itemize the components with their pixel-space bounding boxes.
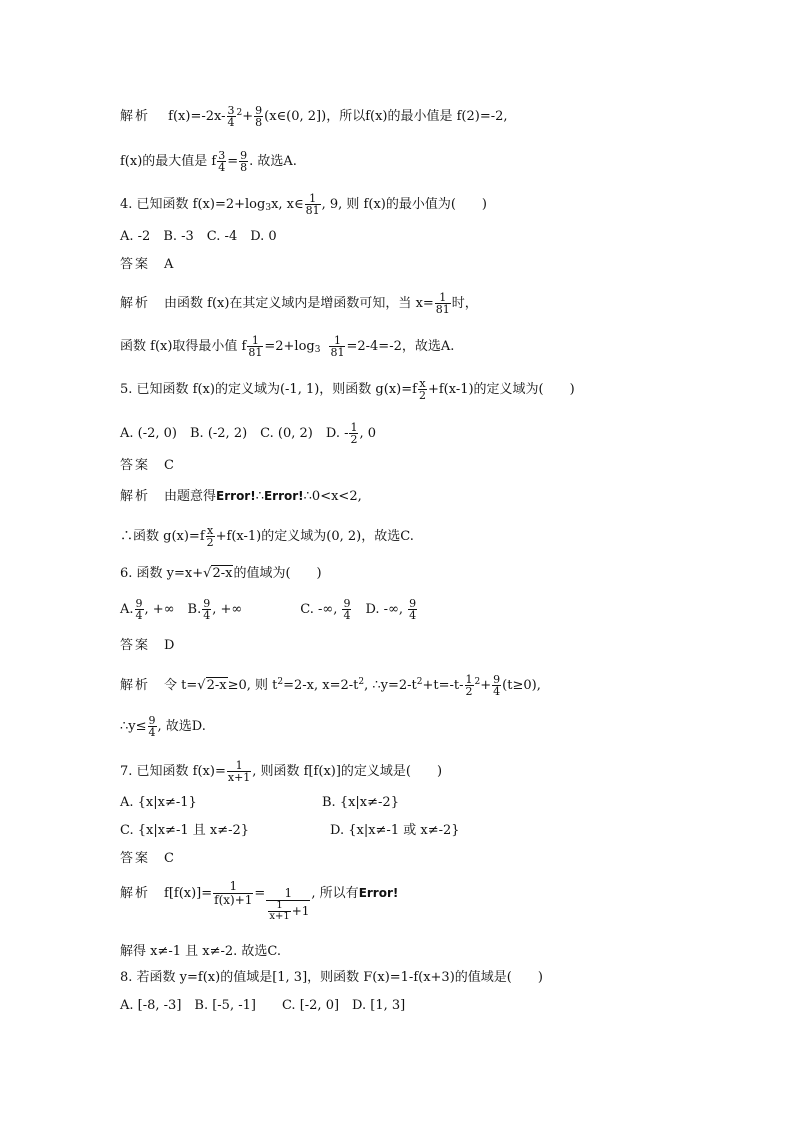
question-7-option-b: B. {x|x≠-2} (322, 795, 399, 810)
question-4: 4. 已知函数 $f(x)=2+\log_3x$, x∈ $\frac{1}{81}$ , 9, 则 f(x)的最小值为( ) (120, 192, 487, 217)
fraction: $\frac{1}{2}$ (465, 673, 473, 698)
solution-3-line-1: 解析 f(x)=-2x- $\frac{3}{4}$ $^2$+ $\frac{9}{8}$ (x∈(0, 2])，所以f(x)的最小值是 f(2)=-2, (120, 104, 508, 129)
radical: 2-x (206, 678, 227, 693)
fraction: $\frac{9}{4}$ (409, 597, 417, 622)
question-8: 8. 若函数 y=f(x)的值域是[1, 3]，则函数 F(x)=1-f(x+3)的值域是( ) (120, 970, 543, 985)
answer-6: 答案 D (120, 638, 175, 653)
solution-label: 解析 (120, 109, 151, 124)
solution-4-line-2: 函数 f(x)取得最小值 f $\frac{1}{81}$ $=2+\log_3$ $\frac{1}{81}$ =2-4=-2，故选A. (120, 334, 455, 359)
question-4-options: A. -2 B. -3 C. -4 D. 0 (120, 229, 277, 244)
question-7-option-c: C. {x|x≠-1 且 x≠-2} (120, 823, 250, 838)
solution-5-line-1: 解析 由题意得Error!∴Error!∴0<x<2, (120, 489, 362, 504)
error-text: Error! (263, 489, 304, 503)
fraction: $\frac{3}{4}$ (218, 149, 226, 174)
answer-5: 答案 C (120, 458, 174, 473)
question-5-options: A. (-2, 0) B. (-2, 2) C. (0, 2) D. - $\frac{1}{2}$ , 0 (120, 421, 377, 446)
answer-4: 答案 A (120, 257, 174, 272)
solution-7-line-1: 解析 f[f(x)]= $\frac{1}{f(x)+1}$ = 1 $\frac{1}{x+1}$ +1 , 所以有Error! (120, 879, 399, 922)
question-8-options: A. [-8, -3] B. [-5, -1] C. [-2, 0] D. [1, 3] (120, 998, 406, 1013)
fraction: $\frac{1}{81}$ (248, 334, 263, 359)
fraction: $\frac{1}{81}$ (435, 291, 450, 316)
fraction: $\frac{1}{2}$ (350, 421, 358, 446)
radical: 2-x (212, 566, 233, 581)
fraction: $\frac{x}{2}$ (418, 377, 426, 402)
answer-7: 答案 C (120, 851, 174, 866)
fraction: $\frac{9}{4}$ (343, 597, 351, 622)
fraction: $\frac{9}{4}$ (493, 673, 501, 698)
fraction: $\frac{9}{4}$ (135, 597, 143, 622)
fraction: $\frac{9}{8}$ (255, 104, 263, 129)
fraction: $\frac{1}{81}$ (330, 334, 345, 359)
fraction: $\frac{1}{81}$ (305, 192, 320, 217)
question-7-option-d: D. {x|x≠-1 或 x≠-2} (330, 823, 460, 838)
solution-6-line-1: 解析 令 t=√2-x≥0, 则 $t^2=2-x$, $x=2-t^2$, $\therefore y=2-t^2+t=-t-$ $\frac{1}{2}$ $^2$+ $\frac{9}{4}$ (t≥0), (120, 673, 541, 698)
question-7: 7. 已知函数 f(x)= $\frac{1}{x+1}$ , 则函数 f[f(x)]的定义域是( ) (120, 759, 443, 784)
fraction: $\frac{9}{4}$ (203, 597, 211, 622)
solution-5-line-2: ∴函数 g(x)=f $\frac{x}{2}$ +f(x-1)的定义域为(0, 2)，故选C. (120, 524, 414, 549)
question-7-option-a: A. {x|x≠-1} (120, 795, 197, 810)
solution-4-line-1: 解析 由函数 f(x)在其定义域内是增函数可知，当 x= $\frac{1}{81}$ 时， (120, 291, 478, 316)
question-6-options: A. $\frac{9}{4}$ , +∞ B. $\frac{9}{4}$ , +∞ C. -∞, $\frac{9}{4}$ D. -∞, $\frac{9}{4}$ (120, 597, 417, 622)
solution-6-line-2: ∴y≤ $\frac{9}{4}$ , 故选D. (120, 714, 206, 739)
fraction: $\frac{9}{8}$ (240, 149, 248, 174)
question-6: 6. 函数 y=x+√2-x的值域为( ) (120, 566, 322, 581)
question-5: 5. 已知函数 f(x)的定义域为(-1, 1)，则函数 g(x)=f $\frac{x}{2}$ +f(x-1)的定义域为( ) (120, 377, 575, 402)
fraction: $\frac{1}{x+1}$ (227, 759, 251, 784)
error-text: Error! (358, 886, 399, 900)
fraction: $\frac{1}{f(x)+1}$ (214, 879, 253, 907)
solution-7-line-2: 解得 x≠-1 且 x≠-2. 故选C. (120, 944, 282, 959)
fraction: $\frac{9}{4}$ (148, 714, 156, 739)
nested-fraction: 1 $\frac{1}{x+1}$ +1 (266, 887, 310, 922)
error-text: Error! (216, 489, 256, 503)
fraction: $\frac{x}{2}$ (206, 524, 214, 549)
solution-3-line-2: f(x)的最大值是 f $\frac{3}{4}$ = $\frac{9}{8}$ . 故选A. (120, 149, 297, 174)
fraction: $\frac{3}{4}$ (227, 104, 235, 129)
